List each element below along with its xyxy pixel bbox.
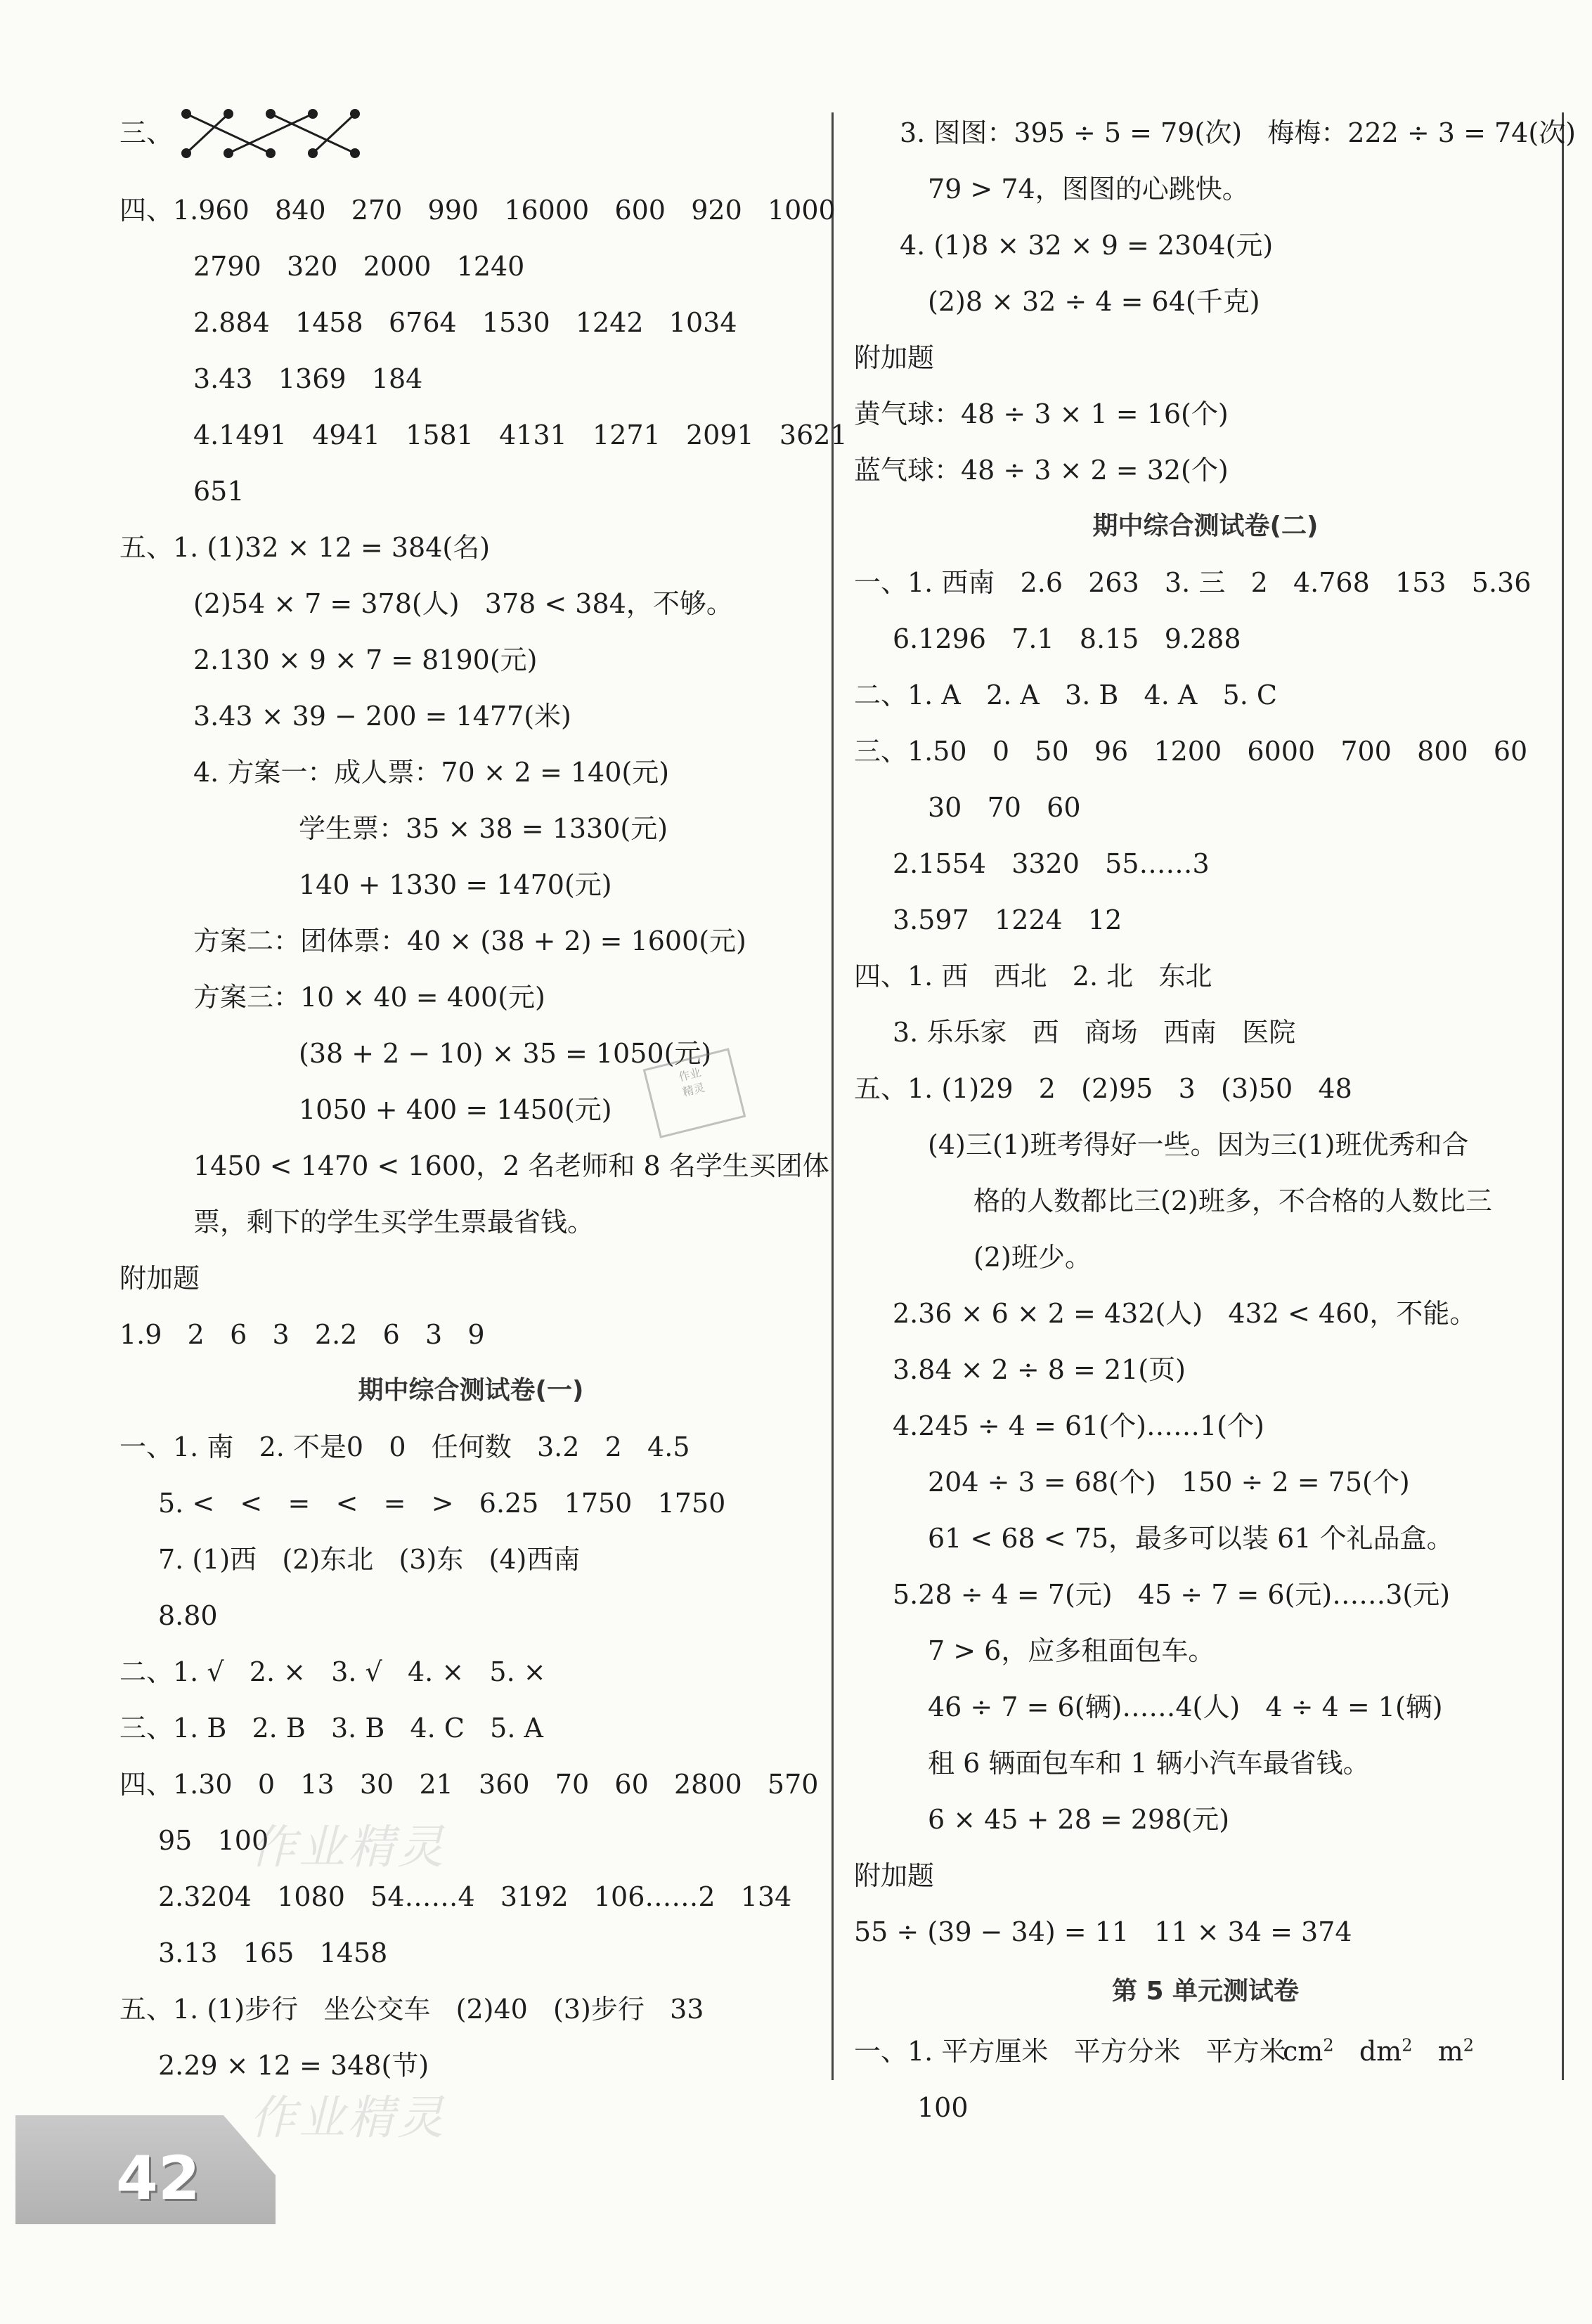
right-answer-line: 6.1296 7.1 8.15 9.288	[893, 623, 1241, 654]
right-answer-line: 格的人数都比三(2)班多，不合格的人数比三	[973, 1186, 1492, 1216]
left-answer-line: 二、1. √ 2. × 3. √ 4. × 5. ×	[119, 1656, 546, 1687]
right-answer-line: 3.84 × 2 ÷ 8 = 21(页)	[893, 1354, 1186, 1385]
right-answer-line: 附加题	[854, 342, 935, 373]
heading-midterm-test-1: 期中综合测试卷(一)	[358, 1376, 584, 1405]
left-answer-line: 5. < < = < = > 6.25 1750 1750	[158, 1488, 726, 1519]
right-answer-line: 61 < 68 < 75，最多可以装 61 个礼品盒。	[928, 1523, 1454, 1554]
left-answer-line: 2.3204 1080 54……4 3192 106……2 134	[158, 1881, 792, 1912]
left-answer-line: 一、1. 南 2. 不是0 0 任何数 3.2 2 4.5	[119, 1432, 690, 1462]
right-answer-line: 46 ÷ 7 = 6(辆)……4(人) 4 ÷ 4 = 1(辆)	[928, 1692, 1443, 1722]
right-edge-rule	[1562, 112, 1564, 2080]
right-answer-line: 204 ÷ 3 = 68(个) 150 ÷ 2 = 75(个)	[928, 1467, 1410, 1498]
right-answer-line: 100	[917, 2092, 969, 2123]
page-number: 42	[116, 2143, 200, 2214]
right-answer-line: 7 > 6，应多租面包车。	[928, 1635, 1215, 1666]
left-answer-line: 8.80	[158, 1600, 218, 1631]
left-answer-line: 票，剩下的学生买学生票最省钱。	[193, 1207, 595, 1238]
watermark-stamp: 作业 精灵	[643, 1048, 746, 1138]
right-answer-line: 四、1. 西 西北 2. 北 东北	[854, 961, 1212, 992]
right-answer-line: 4. (1)8 × 32 × 9 = 2304(元)	[900, 230, 1274, 261]
right-answer-line: 79 > 74，图图的心跳快。	[928, 174, 1249, 205]
right-answer-line: 30 70 60	[928, 792, 1081, 823]
right-answer-line: 二、1. A 2. A 3. B 4. A 5. C	[854, 680, 1277, 710]
left-answer-line: (38 + 2 − 10) × 35 = 1050(元)	[299, 1038, 712, 1069]
heading-unit-5-test: 第 5 单元测试卷	[1111, 1977, 1300, 2006]
area-units-line	[1283, 2034, 1474, 2068]
left-answer-line: 1.9 2 6 3 2.2 6 3 9	[119, 1319, 485, 1350]
left-answer-line: 三、1. B 2. B 3. B 4. C 5. A	[119, 1713, 543, 1744]
left-answer-line: 五、1. (1)步行 坐公交车 (2)40 (3)步行 33	[119, 1994, 704, 2025]
right-answer-line: 3. 乐乐家 西 商场 西南 医院	[893, 1017, 1296, 1048]
left-answer-line: 方案二：团体票：40 × (38 + 2) = 1600(元)	[193, 926, 746, 956]
right-answer-line: 3. 图图：395 ÷ 5 = 79(次) 梅梅：222 ÷ 3 = 74(次)	[900, 117, 1576, 148]
left-answer-line: 四、1.30 0 13 30 21 360 70 60 2800 570	[119, 1769, 819, 1800]
unit-power: 2	[1323, 2035, 1334, 2056]
left-answer-line: 3.43 1369 184	[193, 363, 423, 394]
left-answer-line: (2)54 × 7 = 378(人) 378 < 384，不够。	[193, 588, 733, 619]
right-answer-line: 2.36 × 6 × 2 = 432(人) 432 < 460，不能。	[893, 1298, 1477, 1329]
left-answer-line: 4.1491 4941 1581 4131 1271 2091 3621	[193, 420, 848, 450]
left-answer-line: 651	[193, 476, 245, 507]
section-3-label: 三、	[119, 117, 174, 148]
left-answer-line: 2.884 1458 6764 1530 1242 1034	[193, 307, 737, 338]
left-answer-line: 2.29 × 12 = 348(节)	[158, 2050, 429, 2081]
left-answer-line: 3.43 × 39 − 200 = 1477(米)	[193, 701, 571, 732]
unit-m: m	[1437, 2036, 1463, 2067]
right-answer-line: 蓝气球：48 ÷ 3 × 2 = 32(个)	[854, 455, 1229, 486]
right-answer-line: 一、1. 西南 2.6 263 3. 三 2 4.768 153 5.36	[854, 567, 1532, 598]
left-answer-line: 五、1. (1)32 × 12 = 384(名)	[119, 532, 491, 563]
heading-midterm-test-2: 期中综合测试卷(二)	[1092, 512, 1319, 540]
matching-lines-figure	[169, 105, 373, 162]
right-answer-line: (2)8 × 32 ÷ 4 = 64(千克)	[928, 286, 1260, 317]
left-answer-line: 附加题	[119, 1263, 200, 1294]
left-answer-line: 学生票：35 × 38 = 1330(元)	[299, 813, 668, 844]
column-divider	[831, 112, 834, 2080]
watermark-text: 作业精灵	[250, 2091, 446, 2145]
right-answer-line: 2.1554 3320 55……3	[893, 848, 1210, 879]
left-answer-line: 3.13 165 1458	[158, 1937, 388, 1968]
right-answer-line: 租 6 辆面包车和 1 辆小汽车最省钱。	[928, 1748, 1370, 1779]
right-answer-line: 三、1.50 0 50 96 1200 6000 700 800 60	[854, 736, 1528, 767]
right-answer-line: 55 ÷ (39 − 34) = 11 11 × 34 = 374	[854, 1916, 1352, 1947]
unit-cm: cm	[1283, 2036, 1324, 2067]
left-answer-line: 140 + 1330 = 1470(元)	[299, 869, 612, 900]
right-answer-line: (4)三(1)班考得好一些。因为三(1)班优秀和合	[928, 1129, 1469, 1160]
unit-dm: dm	[1359, 2036, 1402, 2067]
right-answer-line: 6 × 45 + 28 = 298(元)	[928, 1804, 1230, 1835]
right-answer-line: 黄气球：48 ÷ 3 × 1 = 16(个)	[854, 398, 1229, 429]
left-answer-line: 四、1.960 840 270 990 16000 600 920 1000	[119, 195, 836, 226]
watermark-text: 作业精灵	[250, 1820, 446, 1874]
left-answer-line: 4. 方案一：成人票：70 × 2 = 140(元)	[193, 757, 670, 788]
left-answer-line: 方案三：10 × 40 = 400(元)	[193, 982, 545, 1013]
right-answer-line: 一、1. 平方厘米 平方分米 平方米	[854, 2036, 1286, 2067]
left-answer-line: 2.130 × 9 × 7 = 8190(元)	[193, 644, 538, 675]
left-answer-line: 7. (1)西 (2)东北 (3)东 (4)西南	[158, 1544, 581, 1575]
right-answer-line: (2)班少。	[973, 1242, 1092, 1273]
unit-power: 2	[1402, 2035, 1413, 2056]
left-answer-line: 95 100	[158, 1825, 269, 1856]
left-answer-line: 2790 320 2000 1240	[193, 251, 525, 282]
left-answer-line: 1050 + 400 = 1450(元)	[299, 1094, 612, 1125]
unit-power: 2	[1463, 2035, 1475, 2056]
right-answer-line: 五、1. (1)29 2 (2)95 3 (3)50 48	[854, 1073, 1352, 1104]
right-answer-line: 4.245 ÷ 4 = 61(个)……1(个)	[893, 1410, 1264, 1441]
left-answer-line: 1450 < 1470 < 1600，2 名老师和 8 名学生买团体	[193, 1150, 829, 1181]
right-answer-line: 3.597 1224 12	[893, 904, 1122, 935]
right-answer-line: 5.28 ÷ 4 = 7(元) 45 ÷ 7 = 6(元)……3(元)	[893, 1579, 1451, 1610]
right-answer-line: 附加题	[854, 1860, 935, 1891]
